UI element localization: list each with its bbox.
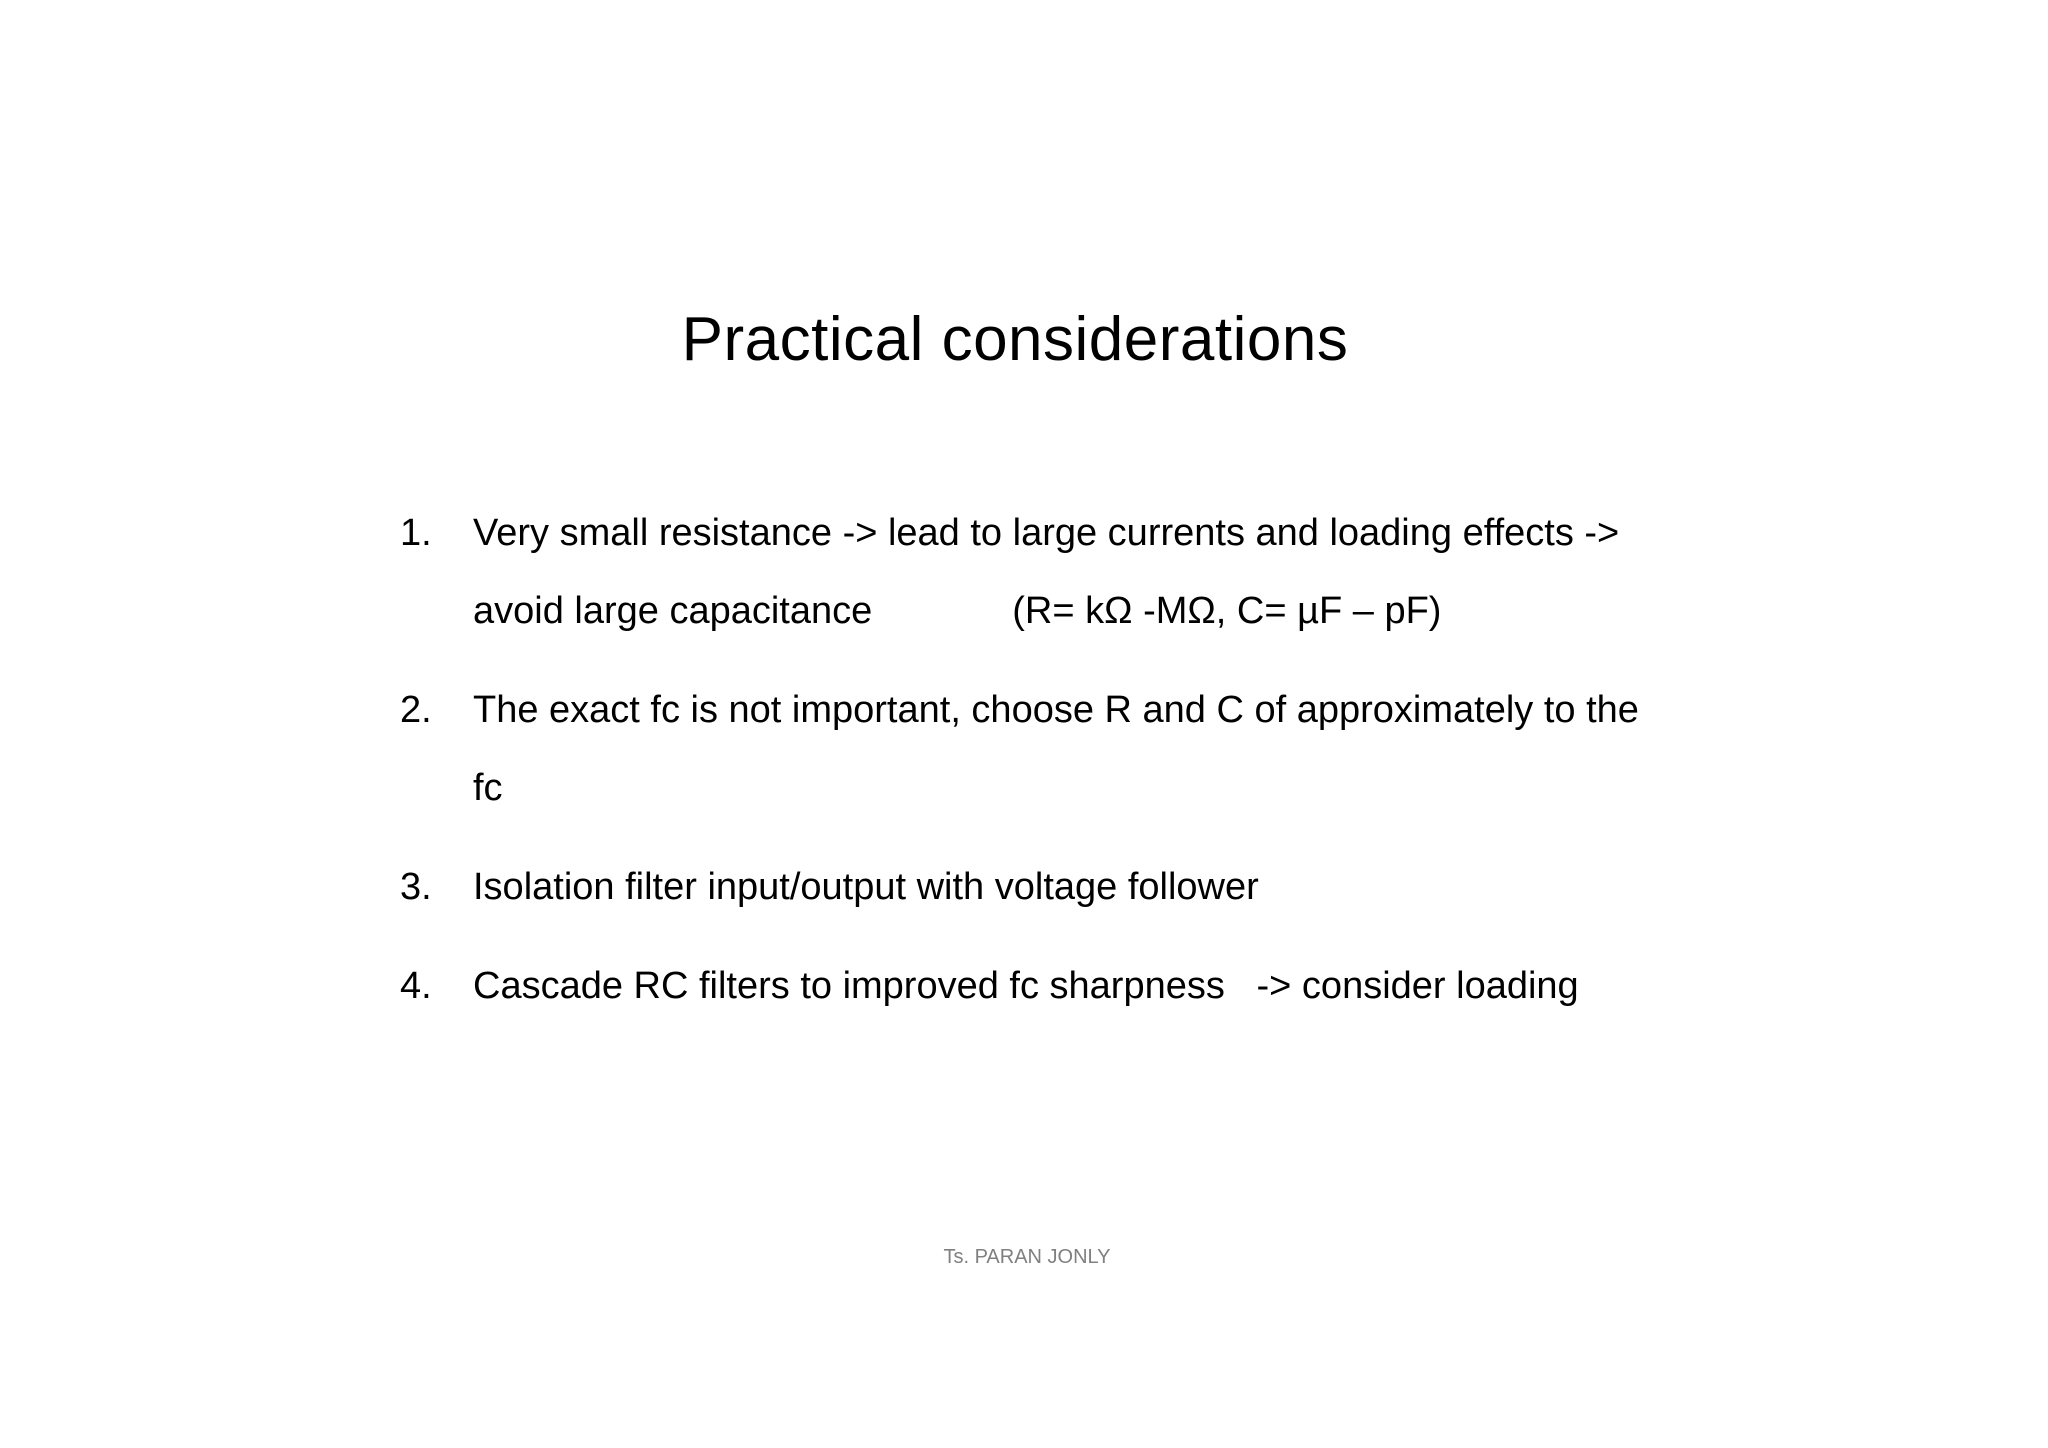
list-item: [400, 848, 1710, 926]
list-item-line: Isolation filter input/output with voltage follower: [473, 866, 1259, 908]
list-item-number: 3.: [400, 866, 432, 908]
list-item: [400, 671, 1710, 827]
considerations-list: [400, 494, 1710, 1046]
list-item-text: avoid large capacitance: [473, 590, 873, 632]
list-item-note: (R= kΩ -MΩ, C= µF – pF): [1012, 590, 1442, 632]
list-item-line: Cascade RC filters to improved fc sharpness -> consider loading: [473, 965, 1579, 1007]
list-item-line: fc: [473, 767, 503, 809]
list-item: [400, 947, 1710, 1025]
list-item-line: Very small resistance -> lead to large currents and loading effects ->: [473, 512, 1620, 554]
slide-title: Practical considerations: [681, 305, 1349, 374]
list-item-number: 1.: [400, 512, 432, 554]
list-item-line: [473, 572, 1710, 650]
footer-author: Ts. PARAN JONLY: [943, 1246, 1111, 1268]
list-item-line: The exact fc is not important, choose R and C of approximately to the: [473, 689, 1639, 731]
list-item: [400, 494, 1710, 650]
list-item-number: 4.: [400, 965, 432, 1007]
list-item-number: 2.: [400, 689, 432, 731]
